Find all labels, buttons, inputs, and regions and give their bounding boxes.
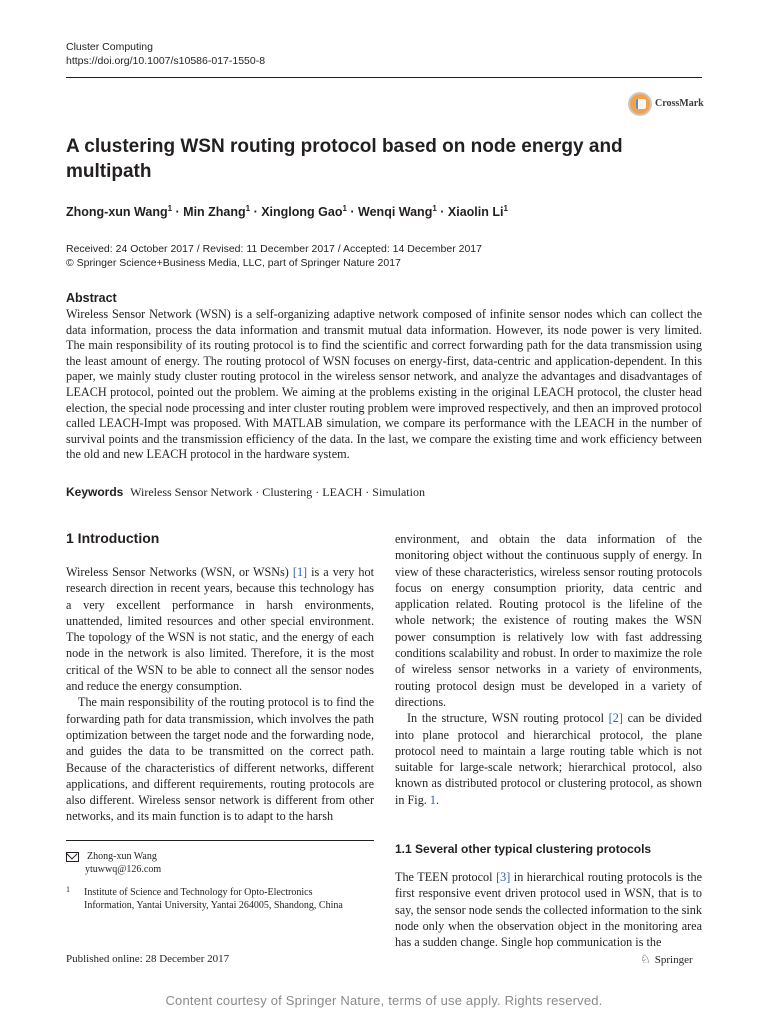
- affiliation-footnote: [66, 886, 356, 912]
- affiliation-number: 1: [66, 885, 70, 894]
- journal-header: [66, 40, 265, 68]
- abstract-heading: Abstract: [66, 291, 117, 305]
- intro-paragraph-1: [66, 564, 374, 694]
- author-affiliation-mark: 1: [432, 204, 437, 213]
- paragraph-text: is a very hot research direction in recent years, because this technology has a very excellent performance in harsh environments, unattended, limited resources and other special environment. The topology of the WSN is not static, and the energy of each node in the network is also limited. Therefore, it is the most critical of the WSN to be able to connect all the sensor nodes and reduce the energy consumption.: [66, 565, 374, 694]
- corresponding-author: [66, 850, 161, 876]
- crossmark-label: CrossMark: [655, 98, 704, 109]
- courtesy-notice: Content courtesy of Springer Nature, terms of use apply. Rights reserved.: [165, 993, 603, 1008]
- citation-link[interactable]: [3]: [496, 870, 511, 885]
- author-name[interactable]: Min Zhang: [183, 205, 246, 220]
- springer-horse-icon: ♘: [640, 952, 651, 966]
- author-affiliation-mark: 1: [503, 204, 508, 213]
- author-separator: ·: [172, 205, 184, 220]
- paragraph-text: can be divided into plane protocol and hierarchical protocol, the plane protocol need to maintain a large routing table which is not suitable for large-scale network; hierarchical protocol, also known as distributed protocol or clustering protocol, as shown in Fig.: [395, 711, 702, 807]
- intro-paragraph-3: environment, and obtain the data information of the monitoring object without the continuous supply of energy. In view of these characteristics, wireless sensor routing protocols focus on energy consumption priority, data centric and application related. Routing protocol is the lifeline of the whole network; the existence of routing makes the WSN power consumption is relatively low with fast addressing conditions scalability and robust. In order to maximize the role of wireless sensor networks in a variety of environments, routing protocol design must be developed in a variety of directions.: [395, 532, 702, 709]
- column-left: [66, 530, 374, 825]
- crossmark-badge[interactable]: [628, 92, 704, 122]
- author-name[interactable]: Wenqi Wang: [358, 205, 433, 220]
- subsection-paragraph-1: [395, 869, 702, 950]
- springer-logo: [640, 952, 693, 967]
- author-name[interactable]: Zhong-xun Wang: [66, 205, 168, 220]
- author-name[interactable]: Xinglong Gao: [261, 205, 343, 220]
- abstract-text: Wireless Sensor Network (WSN) is a self-organizing adaptive network composed of infinite sensor nodes which can collect the data information, process the data information and transmit mutual data information. However, its node power is very limited. The main responsibility of its routing protocol is to find the scientific and correct forwarding path for the data transmission using the least amount of energy. The routing protocol of WSN focuses on energy-first, data-centric and application-dependent. In this paper, we mainly study cluster routing protocol in the wireless sensor network, and analyze the advantages and disadvantages of LEACH protocol, pointed out the problem. We aiming at the problems existing in the original LEACH protocol, the cluster head election, the special node processing and inter cluster routing problem were improved respectively, and then an improved protocol called LEACH-Impt was proposed. With MATLAB simulation, we compare its performance with the LEACH in the number of survival points and the transmission efficiency of the data. In the last, we compare the existing time and work efficiency between the old and new LEACH protocol in the hardware system.: [66, 307, 702, 462]
- paragraph-text: Wireless Sensor Networks (WSN, or WSNs): [66, 565, 293, 579]
- author-list: [66, 204, 508, 219]
- envelope-icon: [66, 852, 79, 862]
- doi-link[interactable]: https://doi.org/10.1007/s10586-017-1550-8: [66, 55, 266, 67]
- keywords-list: Wireless Sensor Network · Clustering · LEACH · Simulation: [130, 485, 425, 499]
- received-dates: Received: 24 October 2017 / Revised: 11 December 2017 / Accepted: 14 December 2017: [66, 243, 482, 255]
- column-right: [395, 531, 702, 951]
- author-name[interactable]: Xiaolin Li: [447, 205, 504, 220]
- affiliation-text: Institute of Science and Technology for Opto-Electronics Information, Yantai University, Yantai 264005, Shandong, China: [84, 887, 343, 911]
- intro-paragraph-2: The main responsibility of the routing protocol is to find the forwarding path for data transmission, which involves the path optimization between the target node and the forwarding node, and guides the data to be transmitted on the correct path. Because of the characteristics of different networks, different applications, and different requirements, routing protocols are also different. Wireless sensor network is different from other networks, and its main function is to adapt to the harsh: [66, 695, 374, 824]
- author-affiliation-mark: 1: [245, 204, 251, 213]
- section-heading-introduction: 1 Introduction: [66, 530, 160, 546]
- paragraph-text: .: [435, 792, 440, 807]
- keywords-heading: Keywords: [66, 485, 124, 499]
- crossmark-icon: [628, 92, 652, 116]
- author-separator: ·: [436, 205, 448, 220]
- subsection-heading: 1.1 Several other typical clustering protocols: [395, 842, 652, 857]
- intro-paragraph-4: [395, 710, 702, 808]
- paper-title: A clustering WSN routing protocol based on node energy and multipath: [66, 136, 623, 182]
- author-affiliation-mark: 1: [167, 204, 173, 213]
- author-separator: ·: [346, 205, 359, 220]
- published-date: Published online: 28 December 2017: [66, 953, 230, 965]
- citation-link[interactable]: 1: [429, 792, 436, 807]
- author-separator: ·: [250, 205, 262, 220]
- citation-link[interactable]: [2]: [608, 711, 623, 726]
- corresponding-name: Zhong-xun Wang: [87, 851, 157, 862]
- author-affiliation-mark: 1: [342, 204, 347, 213]
- publisher-name: Springer: [654, 954, 693, 966]
- keywords: [66, 485, 425, 500]
- paragraph-text: in hierarchical routing protocols is the first responsive event driven protocol used in WSN, that is to say, the sensor node sends the collected information to the sink node only when the observation object in the monitoring area has a sudden change. Single hop communication is the: [395, 870, 702, 950]
- corresponding-email[interactable]: ytuwwq@126.com: [85, 864, 162, 875]
- paragraph-text: In the structure, WSN routing protocol: [407, 711, 609, 726]
- dates-block: [66, 242, 482, 270]
- footnote-rule: [66, 840, 374, 841]
- citation-link[interactable]: [1]: [292, 565, 308, 579]
- paragraph-text: The TEEN protocol: [395, 870, 497, 885]
- header-rule: [66, 77, 702, 78]
- copyright-line: © Springer Science+Business Media, LLC, part of Springer Nature 2017: [66, 257, 401, 269]
- journal-name: Cluster Computing: [66, 41, 153, 53]
